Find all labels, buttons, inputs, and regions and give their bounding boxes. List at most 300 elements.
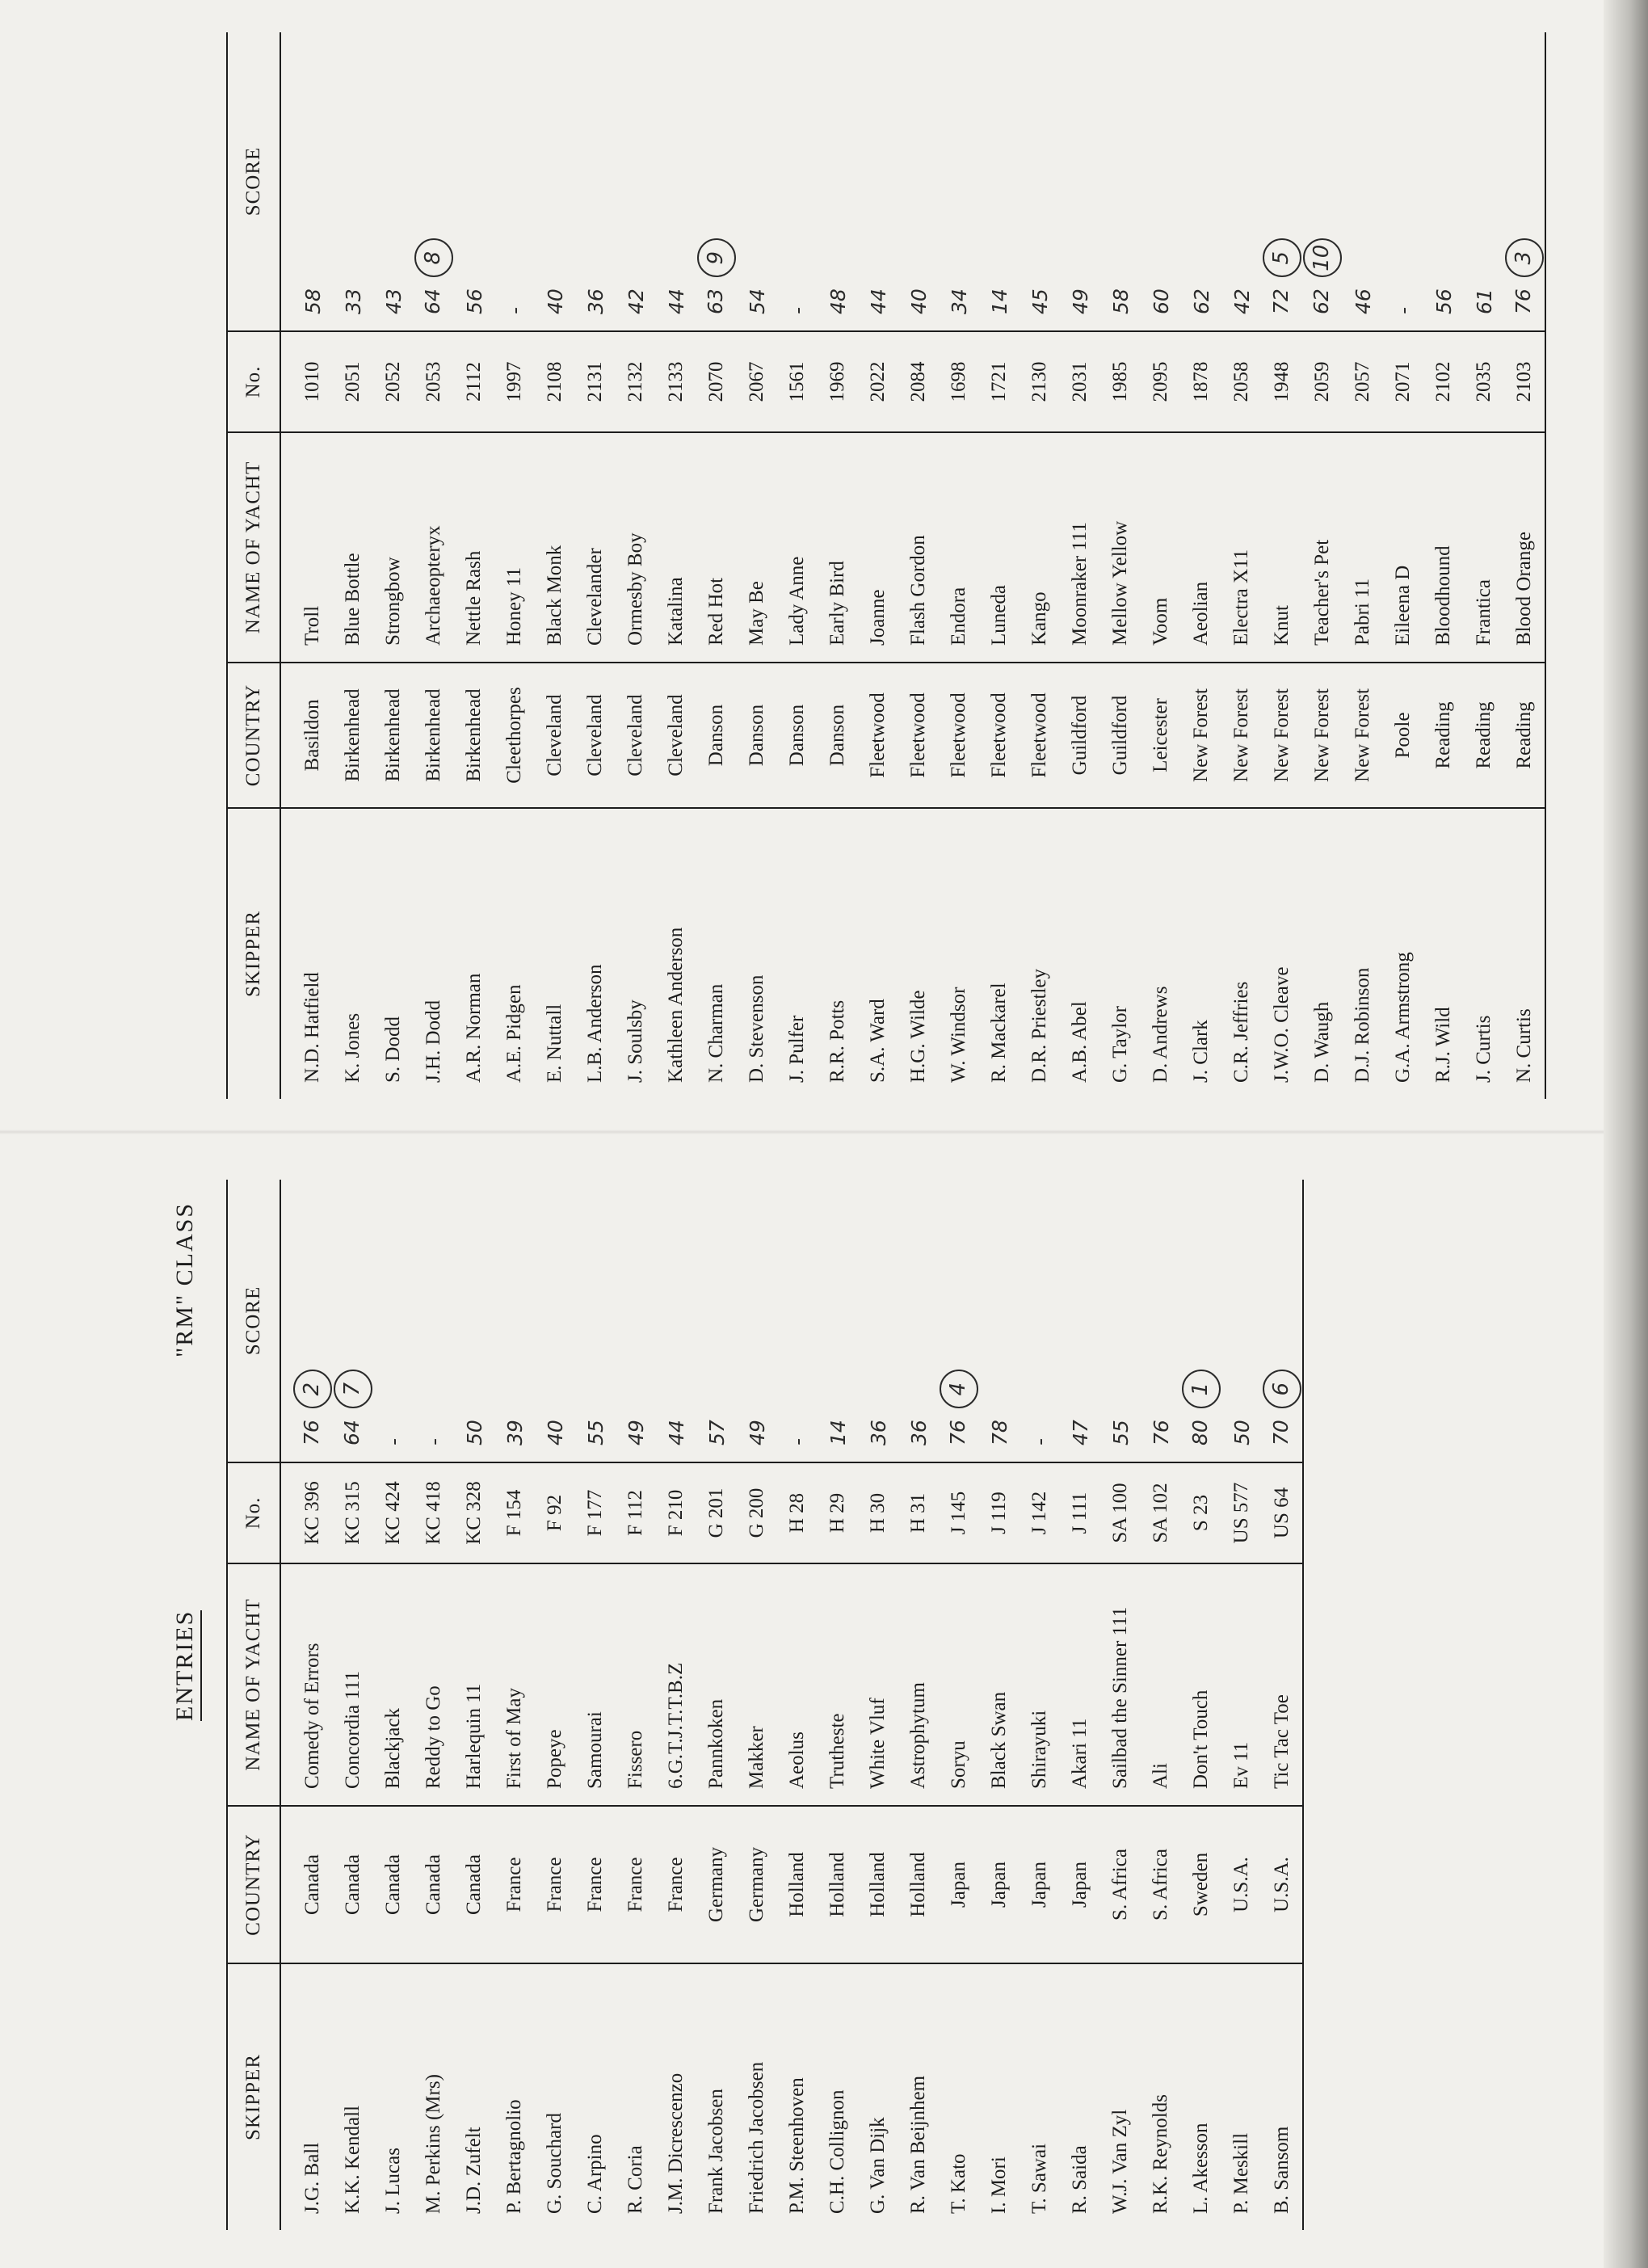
score-cell [1302, 32, 1343, 331]
skipper-cell [1019, 1963, 1060, 2230]
skipper-text: L.B. Anderson [584, 964, 606, 1083]
number-cell [1464, 331, 1504, 432]
number-text: F 177 [584, 1489, 606, 1537]
yacht-text: Flash Gordon [907, 535, 929, 646]
ten-rater-body [280, 32, 1545, 1099]
yacht-text: Astrophytum [907, 1682, 929, 1789]
country-text: Fleetwood [907, 692, 929, 778]
skipper-text: J.M. Dicrescenzo [665, 2072, 687, 2214]
score-cell [939, 32, 979, 331]
yacht-cell [696, 432, 737, 663]
number-text: 2112 [463, 361, 485, 402]
skipper-text: D.J. Robinson [1352, 967, 1373, 1083]
yacht-text: Red Hot [705, 577, 727, 646]
country-text: New Forest [1311, 688, 1333, 782]
skipper-cell [939, 1963, 979, 2230]
number-cell [858, 331, 898, 432]
yacht-cell [777, 432, 818, 663]
score-cell [656, 1180, 696, 1462]
number-cell [616, 331, 656, 432]
country-cell [1100, 1806, 1141, 1963]
score-cell [616, 1180, 656, 1462]
country-text: Canada [382, 1854, 404, 1915]
number-text: SA 102 [1150, 1483, 1171, 1543]
table-row [1221, 32, 1262, 1099]
country-text: Danson [786, 704, 808, 767]
number-cell [494, 1462, 535, 1563]
yacht-cell [656, 1563, 696, 1806]
score-cell [535, 1180, 575, 1462]
circled-place-mark: 4 [940, 1370, 978, 1408]
number-cell [777, 331, 818, 432]
yacht-cell [1019, 432, 1060, 663]
ten-rater-grid [226, 32, 1546, 1099]
skipper-text: G.A. Armstrong [1392, 952, 1414, 1083]
skipper-text: R. Saida [1069, 2145, 1091, 2214]
table-row [373, 1180, 414, 2230]
skipper-cell [1060, 1963, 1100, 2230]
country-cell [777, 663, 818, 808]
skipper-cell [737, 808, 777, 1099]
score-cell [280, 1180, 333, 1462]
score-text: 70 [1269, 1420, 1293, 1445]
number-cell [280, 331, 333, 432]
yacht-cell [1181, 1563, 1221, 1806]
country-text: Cleveland [624, 694, 646, 776]
score-text: 76 [1511, 288, 1535, 314]
skipper-text: Frank Jacobsen [705, 2089, 727, 2214]
number-text: 1721 [988, 361, 1010, 402]
score-text: 54 [745, 288, 769, 314]
yacht-text: Moonraker 111 [1069, 522, 1091, 646]
skipper-text: G. Van Dijk [867, 2117, 889, 2214]
yacht-text: Aeolus [786, 1732, 808, 1789]
table-row [1221, 1180, 1262, 2230]
table-row [1262, 32, 1302, 1099]
number-cell [1262, 331, 1302, 432]
table-row [898, 1180, 939, 2230]
country-text: Guildford [1109, 695, 1131, 776]
yacht-text: Reddy to Go [423, 1685, 444, 1789]
score-cell [898, 1180, 939, 1462]
table-row [1019, 1180, 1060, 2230]
number-text: 2132 [624, 361, 646, 402]
number-text: SA 100 [1109, 1483, 1131, 1543]
table-row [656, 1180, 696, 2230]
yacht-text: Luneda [988, 585, 1010, 646]
score-cell [373, 1180, 414, 1462]
yacht-text: Trutheste [826, 1713, 848, 1789]
table-row [1060, 1180, 1100, 2230]
country-text: Leicester [1150, 698, 1171, 772]
skipper-cell [1100, 808, 1141, 1099]
yacht-text: Teacher's Pet [1311, 539, 1333, 646]
number-cell [696, 1462, 737, 1563]
ten-rater-entries-table [162, 32, 1546, 1099]
number-cell [939, 1462, 979, 1563]
country-cell [1181, 1806, 1221, 1963]
yacht-text: Ali [1150, 1763, 1171, 1789]
circled-place-mark: 2 [293, 1370, 332, 1408]
score-text: 60 [1149, 288, 1173, 314]
number-cell [979, 331, 1019, 432]
skipper-cell [898, 1963, 939, 2230]
score-cell [1262, 1180, 1303, 1462]
number-text: KC 328 [463, 1481, 485, 1545]
number-cell [1262, 1462, 1303, 1563]
table-row [818, 1180, 858, 2230]
skipper-cell [656, 1963, 696, 2230]
yacht-text: Makker [746, 1726, 767, 1789]
country-cell [1343, 663, 1383, 808]
country-cell [280, 1806, 333, 1963]
score-text: 80 [1188, 1420, 1212, 1445]
number-cell [898, 1462, 939, 1563]
table-row [939, 1180, 979, 2230]
yacht-text: Black Swan [988, 1691, 1010, 1789]
col-yacht: NAME OF YACHT [227, 1563, 280, 1806]
table-row [1141, 1180, 1181, 2230]
score-text: 44 [866, 288, 890, 314]
country-cell [1423, 663, 1464, 808]
score-text: 45 [1028, 288, 1052, 314]
entries-title: ENTRIES [171, 1610, 202, 1721]
skipper-text: W. Windsor [948, 987, 969, 1083]
skipper-text: A.R. Norman [463, 973, 485, 1083]
score-text: 78 [987, 1420, 1011, 1445]
country-cell [737, 1806, 777, 1963]
table-row [373, 32, 414, 1099]
yacht-cell [535, 1563, 575, 1806]
table-row [575, 32, 616, 1099]
table-row [1383, 32, 1423, 1099]
header-row [227, 1180, 280, 2230]
number-text: KC 396 [301, 1481, 323, 1545]
skipper-cell [333, 1963, 373, 2230]
score-cell [1100, 1180, 1141, 1462]
skipper-text: S. Dodd [382, 1016, 404, 1083]
skipper-cell [858, 808, 898, 1099]
skipper-cell [575, 808, 616, 1099]
yacht-cell [818, 432, 858, 663]
score-text: 56 [1431, 288, 1456, 314]
number-cell [1302, 331, 1343, 432]
country-text: S. Africa [1150, 1849, 1171, 1921]
yacht-cell [818, 1563, 858, 1806]
number-cell [979, 1462, 1019, 1563]
yacht-cell [1262, 432, 1302, 663]
number-text: 2052 [382, 361, 404, 402]
yacht-text: Fissero [624, 1730, 646, 1789]
number-cell [1060, 1462, 1100, 1563]
yacht-cell [858, 432, 898, 663]
country-text: Fleetwood [948, 692, 969, 778]
country-cell [1019, 663, 1060, 808]
score-cell [280, 32, 333, 331]
yacht-text: Strongbow [382, 557, 404, 646]
table-row [1019, 32, 1060, 1099]
yacht-cell [1383, 432, 1423, 663]
number-text: 1969 [826, 361, 848, 402]
skipper-cell [656, 808, 696, 1099]
number-cell [280, 1462, 333, 1563]
yacht-text: Pannkoken [705, 1698, 727, 1789]
country-text: Fleetwood [988, 692, 1010, 778]
number-text: US 577 [1230, 1482, 1252, 1544]
country-cell [1302, 663, 1343, 808]
number-cell [414, 331, 454, 432]
score-text: 44 [664, 1420, 688, 1445]
skipper-text: N. Curtis [1513, 1008, 1535, 1083]
table-row [777, 1180, 818, 2230]
country-text: Guildford [1069, 695, 1091, 776]
skipper-cell [454, 1963, 494, 2230]
score-text: 44 [664, 288, 688, 314]
yacht-text: Early Bird [826, 561, 848, 646]
country-cell [1221, 1806, 1262, 1963]
country-cell [1262, 663, 1302, 808]
yacht-cell [737, 432, 777, 663]
number-text: 1878 [1190, 361, 1212, 402]
table-row [616, 1180, 656, 2230]
yacht-cell [333, 1563, 373, 1806]
number-cell [1100, 331, 1141, 432]
score-text: 72 [1269, 288, 1293, 314]
yacht-cell [737, 1563, 777, 1806]
country-cell [1383, 663, 1423, 808]
score-cell [898, 32, 939, 331]
number-text: F 154 [503, 1489, 525, 1537]
country-cell [1141, 1806, 1181, 1963]
score-cell [494, 32, 535, 331]
country-text: Danson [826, 704, 848, 767]
number-cell [333, 1462, 373, 1563]
skipper-text: J.H. Dodd [423, 999, 444, 1083]
score-text: 64 [421, 288, 444, 314]
score-cell [1060, 32, 1100, 331]
number-text: 1948 [1271, 361, 1293, 402]
skipper-cell [979, 1963, 1019, 2230]
number-cell [1181, 331, 1221, 432]
number-cell [373, 331, 414, 432]
score-cell [1181, 1180, 1221, 1462]
score-text: 63 [704, 288, 727, 314]
yacht-text: White Vluf [867, 1698, 889, 1789]
score-cell [1262, 32, 1302, 331]
country-text: New Forest [1352, 688, 1373, 782]
number-cell [898, 331, 939, 432]
score-cell [454, 1180, 494, 1462]
table-row [1504, 32, 1545, 1099]
skipper-cell [737, 1963, 777, 2230]
country-text: Japan [1069, 1862, 1091, 1908]
skipper-text: J.G. Ball [301, 2142, 323, 2214]
skipper-cell [414, 808, 454, 1099]
table-row [414, 32, 454, 1099]
score-text: 62 [1189, 288, 1213, 314]
skipper-cell [373, 1963, 414, 2230]
circled-place-mark: 9 [697, 238, 736, 277]
score-text: 33 [341, 288, 365, 314]
table-row [280, 1180, 333, 2230]
country-text: Canada [342, 1854, 364, 1915]
yacht-cell [777, 1563, 818, 1806]
yacht-text: Katalina [665, 577, 687, 646]
country-cell [1464, 663, 1504, 808]
skipper-text: S.A. Ward [867, 999, 889, 1083]
score-cell [656, 32, 696, 331]
table-row [1464, 32, 1504, 1099]
score-cell [1221, 32, 1262, 331]
country-cell [979, 1806, 1019, 1963]
number-text: J 145 [948, 1491, 969, 1535]
number-text: J 111 [1069, 1492, 1091, 1534]
col-no: No. [227, 1462, 280, 1563]
score-cell [616, 32, 656, 331]
score-text: 48 [826, 288, 850, 314]
rm-grid [226, 1180, 1304, 2230]
yacht-cell [898, 432, 939, 663]
country-text: Birkenhead [423, 688, 444, 782]
yacht-cell [494, 432, 535, 663]
score-cell [979, 1180, 1019, 1462]
score-text: 76 [300, 1420, 323, 1445]
skipper-text: R. Coria [624, 2145, 646, 2214]
yacht-cell [1060, 1563, 1100, 1806]
skipper-text: J.D. Zufelt [463, 2127, 485, 2214]
number-text: 2084 [907, 361, 929, 402]
country-text: Holland [867, 1852, 889, 1917]
skipper-text: C. Arpino [584, 2134, 606, 2214]
score-cell [1423, 32, 1464, 331]
table-row [1423, 32, 1464, 1099]
score-cell [1464, 32, 1504, 331]
yacht-cell [280, 1563, 333, 1806]
score-cell [818, 1180, 858, 1462]
circled-place-mark: 8 [414, 238, 453, 277]
number-text: F 210 [665, 1489, 687, 1537]
country-text: Danson [705, 704, 727, 767]
number-cell [1060, 331, 1100, 432]
number-text: 2095 [1150, 361, 1171, 402]
country-text: Sweden [1190, 1852, 1212, 1917]
yacht-text: Samourai [584, 1711, 606, 1789]
yacht-text: Endora [948, 587, 969, 646]
skipper-text: P. Meskill [1230, 2132, 1252, 2214]
score-text: 47 [1068, 1420, 1092, 1445]
number-cell [1343, 331, 1383, 432]
yacht-cell [575, 1563, 616, 1806]
number-text: 2059 [1311, 361, 1333, 402]
number-text: 2058 [1230, 361, 1252, 402]
skipper-text: L. Akesson [1190, 2123, 1212, 2214]
number-cell [1221, 331, 1262, 432]
country-text: Canada [463, 1854, 485, 1915]
yacht-text: Nettle Rash [463, 550, 485, 646]
country-cell [1060, 663, 1100, 808]
skipper-text: R. Mackarel [988, 983, 1010, 1083]
country-cell [1262, 1806, 1303, 1963]
yacht-text: Harlequin 11 [463, 1683, 485, 1789]
country-cell [616, 1806, 656, 1963]
skipper-cell [1383, 808, 1423, 1099]
country-text: France [624, 1857, 646, 1912]
number-text: G 201 [705, 1487, 727, 1538]
country-text: Japan [988, 1862, 1010, 1908]
page-center-crease [0, 1130, 1604, 1134]
score-cell [1060, 1180, 1100, 1462]
yacht-cell [1221, 1563, 1262, 1806]
number-cell [494, 331, 535, 432]
skipper-cell [696, 1963, 737, 2230]
country-text: Cleethorpes [503, 687, 525, 784]
country-text: Japan [1028, 1862, 1050, 1908]
table-caption-spacer [162, 32, 226, 1099]
skipper-text: A.E. Pidgen [503, 984, 525, 1083]
number-cell [1221, 1462, 1262, 1563]
number-cell [535, 1462, 575, 1563]
score-cell [939, 1180, 979, 1462]
skipper-cell [1262, 808, 1302, 1099]
skipper-cell [1302, 808, 1343, 1099]
col-yacht: NAME OF YACHT [227, 432, 280, 663]
skipper-text: E. Nuttall [544, 1004, 565, 1083]
country-cell [777, 1806, 818, 1963]
score-text: - [785, 306, 809, 314]
country-cell [494, 663, 535, 808]
circled-place-mark: 5 [1263, 238, 1301, 277]
score-cell [333, 32, 373, 331]
yacht-text: Joanne [867, 589, 889, 646]
number-text: 1985 [1109, 361, 1131, 402]
country-cell [1181, 663, 1221, 808]
skipper-text: D.R. Priestley [1028, 969, 1050, 1083]
score-text: 46 [1351, 288, 1375, 314]
number-text: H 29 [826, 1492, 848, 1534]
score-text: 50 [462, 1420, 486, 1445]
yacht-cell [656, 432, 696, 663]
country-text: Holland [907, 1852, 929, 1917]
skipper-text: J. Curtis [1473, 1015, 1495, 1083]
table-row [1141, 32, 1181, 1099]
yacht-text: Soryu [948, 1740, 969, 1789]
skipper-cell [818, 1963, 858, 2230]
yacht-cell [494, 1563, 535, 1806]
number-text: J 119 [988, 1492, 1010, 1534]
score-text: 36 [866, 1420, 890, 1445]
score-text: 40 [543, 288, 567, 314]
class-title: "RM" CLASS [171, 1201, 198, 1357]
country-text: Poole [1392, 712, 1414, 759]
score-text: - [502, 306, 527, 314]
country-text: Holland [786, 1852, 808, 1917]
yacht-cell [1181, 432, 1221, 663]
number-text: 1561 [786, 361, 808, 402]
score-text: 39 [502, 1420, 527, 1445]
country-cell [858, 663, 898, 808]
number-cell [777, 1462, 818, 1563]
skipper-cell [939, 808, 979, 1099]
country-cell [454, 1806, 494, 1963]
country-text: Reading [1432, 701, 1454, 769]
yacht-cell [1100, 432, 1141, 663]
table-row [454, 32, 494, 1099]
number-cell [656, 1462, 696, 1563]
number-text: H 30 [867, 1492, 889, 1534]
skipper-cell [454, 808, 494, 1099]
skipper-text: J. Lucas [382, 2148, 404, 2214]
country-text: Cleveland [665, 694, 687, 776]
